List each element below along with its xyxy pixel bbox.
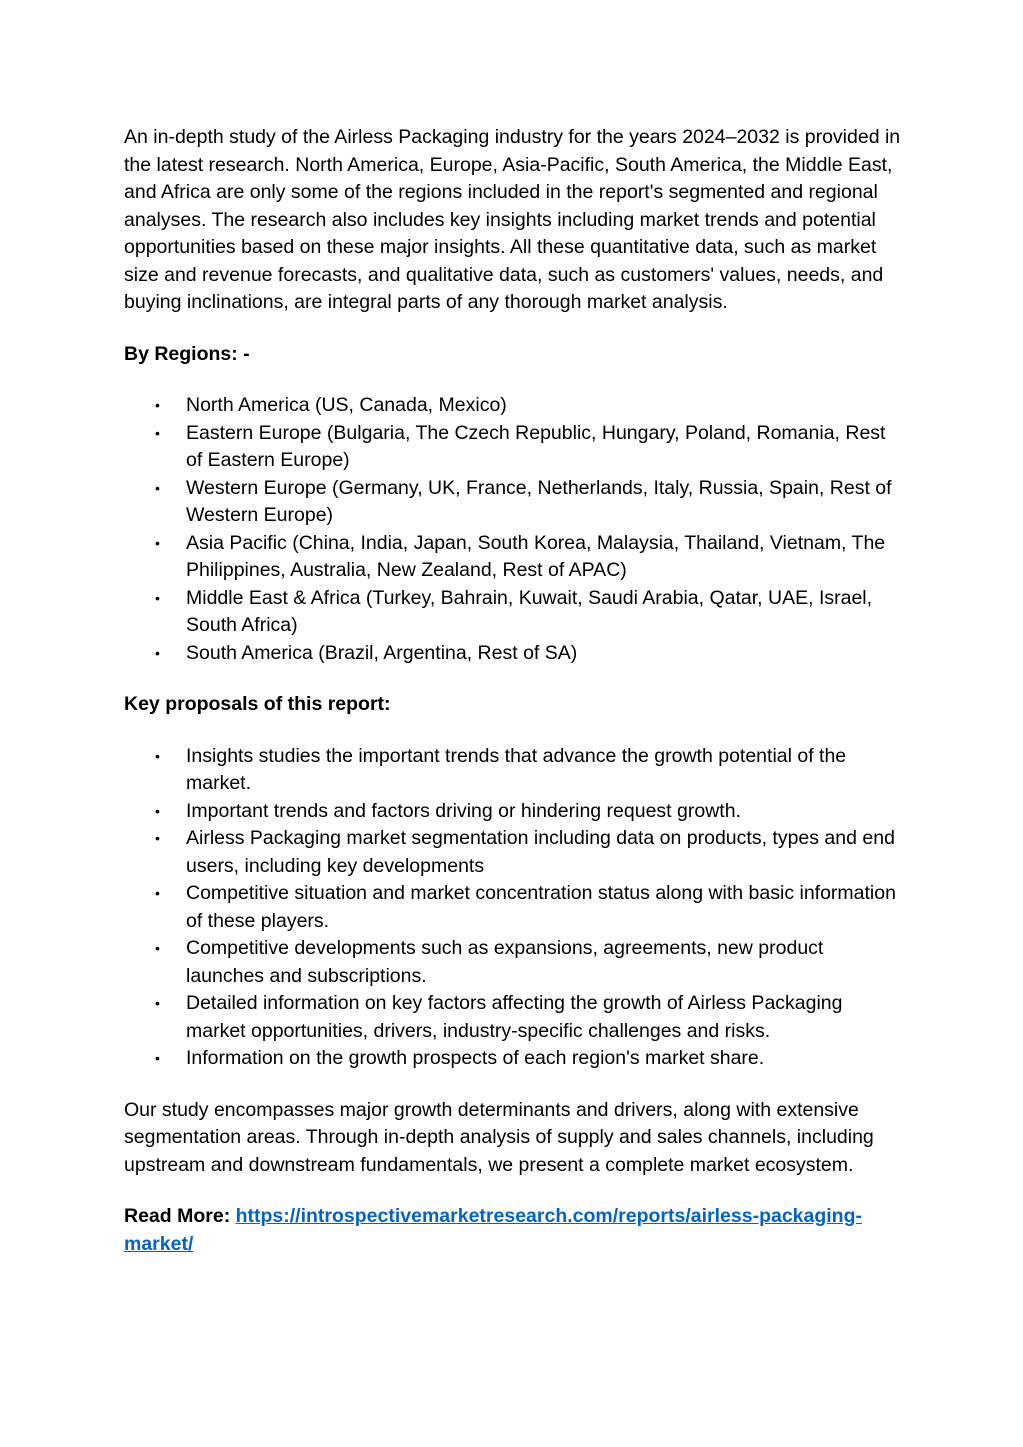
list-item	[124, 585, 904, 640]
list-item	[124, 392, 904, 420]
list-item-text: Eastern Europe (Bulgaria, The Czech Republic, Hungary, Poland, Romania, Rest of Eastern Europe)	[186, 421, 886, 471]
read-more-label: Read More:	[124, 1205, 236, 1227]
document-page	[124, 124, 904, 1258]
bullet-icon: •	[155, 747, 160, 764]
list-item	[124, 530, 904, 585]
bullet-icon: •	[155, 424, 160, 441]
bullet-icon: •	[155, 479, 160, 496]
proposals-list	[124, 743, 904, 1073]
list-item-text: Competitive situation and market concentration status along with basic information of these players.	[186, 882, 896, 932]
bullet-icon: •	[155, 644, 160, 661]
list-item-text: Insights studies the important trends that advance the growth potential of the market.	[186, 744, 847, 794]
bullet-icon: •	[155, 397, 160, 413]
bullet-icon: •	[155, 589, 160, 606]
bullet-icon: •	[155, 534, 160, 551]
list-item	[124, 798, 904, 826]
list-item-text: South America (Brazil, Argentina, Rest of SA)	[186, 641, 578, 664]
bullet-icon: •	[155, 830, 160, 846]
bullet-icon: •	[155, 885, 160, 901]
intro-paragraph: An in-depth study of the Airless Packaging industry for the years 2024–2032 is provided in the latest research. North America, Europe, Asia-Pacific, South America, the Middle East, and Africa are only some of the regions included in the report's segmented and regional analyses. The research also includes key insights including market trends and potential opportunities based on these major insights. All these quantitative data, such as market size and revenue forecasts, and qualitative data, such as customers' values, needs, and buying inclinations, are integral parts of any thorough market analysis.	[124, 126, 901, 313]
bullet-icon: •	[155, 802, 160, 819]
list-item-text: Detailed information on key factors affecting the growth of Airless Packaging market opportunities, drivers, industry-specific challenges and risks.	[186, 992, 843, 1042]
bullet-icon: •	[155, 1050, 160, 1066]
report-link[interactable]: https://introspectivemarketresearch.com/reports/airless-packaging-market/	[124, 1205, 862, 1255]
list-item-text: Western Europe (Germany, UK, France, Netherlands, Italy, Russia, Spain, Rest of Western Europe)	[186, 476, 892, 526]
list-item	[124, 743, 904, 798]
list-item	[124, 1045, 904, 1073]
list-item-text: Airless Packaging market segmentation including data on products, types and end users, including key developments	[186, 827, 895, 877]
read-more-line	[124, 1203, 904, 1258]
proposals-heading: Key proposals of this report:	[124, 693, 391, 715]
list-item	[124, 475, 904, 530]
outro-paragraph: Our study encompasses major growth determinants and drivers, along with extensive segmentation areas. Through in-depth analysis of supply and sales channels, including upstream and downstream fundamentals, we present a complete market ecosystem.	[124, 1098, 874, 1176]
list-item	[124, 420, 904, 475]
list-item-text: Information on the growth prospects of each region's market share.	[186, 1047, 765, 1069]
list-item	[124, 825, 904, 880]
regions-heading: By Regions: -	[124, 342, 250, 365]
bullet-icon: •	[155, 940, 160, 956]
regions-list	[124, 392, 904, 667]
list-item-text: Middle East & Africa (Turkey, Bahrain, Kuwait, Saudi Arabia, Qatar, UAE, Israel, South Africa)	[186, 586, 873, 636]
list-item	[124, 640, 904, 668]
list-item	[124, 935, 904, 990]
bullet-icon: •	[155, 995, 160, 1011]
list-item-text: Competitive developments such as expansions, agreements, new product launches and subscriptions.	[186, 937, 824, 987]
list-item	[124, 880, 904, 935]
list-item-text: North America (US, Canada, Mexico)	[186, 394, 507, 416]
list-item	[124, 990, 904, 1045]
list-item-text: Important trends and factors driving or hindering request growth.	[186, 799, 741, 822]
list-item-text: Asia Pacific (China, India, Japan, South Korea, Malaysia, Thailand, Vietnam, The Philippines, Australia, New Zealand, Rest of APAC)	[186, 531, 886, 581]
